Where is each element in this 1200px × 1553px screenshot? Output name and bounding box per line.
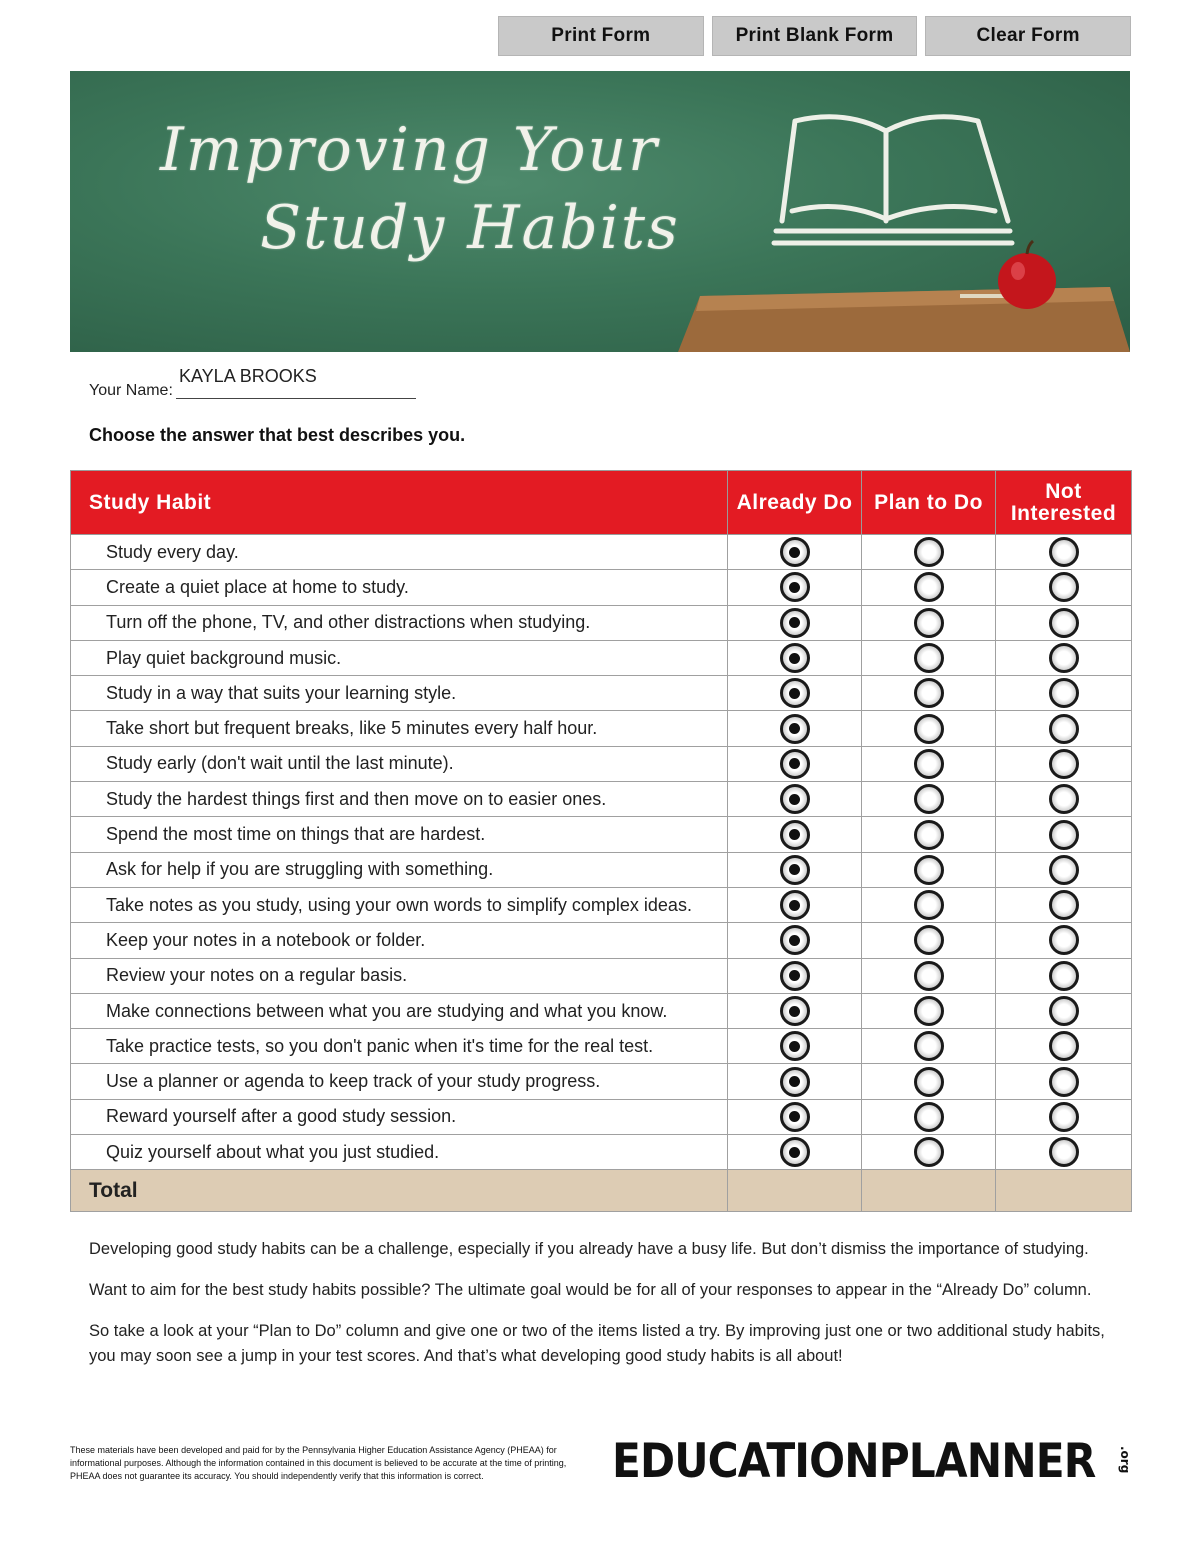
table-row xyxy=(71,1064,1132,1099)
table-row xyxy=(71,852,1132,887)
table-row xyxy=(71,746,1132,781)
plan-to-do-radio[interactable] xyxy=(914,1102,944,1132)
print-form-button[interactable]: Print Form xyxy=(498,16,704,56)
habit-text: Take short but frequent breaks, like 5 minutes every half hour. xyxy=(71,711,728,746)
not-interested-cell xyxy=(996,1135,1132,1170)
plan-to-do-cell xyxy=(862,605,996,640)
table-row xyxy=(71,535,1132,570)
table-row xyxy=(71,887,1132,922)
not-interested-cell xyxy=(996,1099,1132,1134)
total-label: Total xyxy=(71,1170,728,1212)
plan-to-do-radio[interactable] xyxy=(914,890,944,920)
total-not-interested xyxy=(996,1170,1132,1212)
already-do-radio[interactable] xyxy=(780,890,810,920)
table-row xyxy=(71,923,1132,958)
habit-text: Turn off the phone, TV, and other distractions when studying. xyxy=(71,605,728,640)
already-do-radio[interactable] xyxy=(780,784,810,814)
not-interested-radio[interactable] xyxy=(1049,1031,1079,1061)
already-do-cell xyxy=(728,923,862,958)
not-interested-cell xyxy=(996,817,1132,852)
habit-text: Ask for help if you are struggling with something. xyxy=(71,852,728,887)
not-interested-radio[interactable] xyxy=(1049,537,1079,567)
instruction-text: Choose the answer that best describes you. xyxy=(89,425,466,445)
educationplanner-logo xyxy=(612,1426,1152,1492)
table-row xyxy=(71,570,1132,605)
plan-to-do-cell xyxy=(862,958,996,993)
not-interested-radio[interactable] xyxy=(1049,572,1079,602)
total-row xyxy=(71,1170,1132,1212)
not-interested-cell xyxy=(996,535,1132,570)
habit-text: Keep your notes in a notebook or folder. xyxy=(71,923,728,958)
plan-to-do-radio[interactable] xyxy=(914,820,944,850)
header-not-interested: Not Interested xyxy=(996,471,1132,535)
paragraph-2: Want to aim for the best study habits possible? The ultimate goal would be for all of your responses to appear in the “Already Do” column. xyxy=(89,1281,1092,1299)
plan-to-do-cell xyxy=(862,1135,996,1170)
already-do-radio[interactable] xyxy=(780,572,810,602)
plan-to-do-cell xyxy=(862,535,996,570)
already-do-radio[interactable] xyxy=(780,855,810,885)
logo-text: EDUCATIONPLANNER xyxy=(612,1434,1096,1489)
plan-to-do-cell xyxy=(862,1099,996,1134)
logo-suffix: .org xyxy=(1118,1446,1132,1474)
not-interested-radio[interactable] xyxy=(1049,855,1079,885)
already-do-cell xyxy=(728,605,862,640)
already-do-cell xyxy=(728,887,862,922)
plan-to-do-cell xyxy=(862,993,996,1028)
already-do-radio[interactable] xyxy=(780,608,810,638)
already-do-radio[interactable] xyxy=(780,925,810,955)
header-plan-to-do: Plan to Do xyxy=(862,471,996,535)
already-do-cell xyxy=(728,711,862,746)
already-do-cell xyxy=(728,570,862,605)
not-interested-cell xyxy=(996,640,1132,675)
habit-text: Take notes as you study, using your own words to simplify complex ideas. xyxy=(71,887,728,922)
table-header-row xyxy=(71,471,1132,535)
not-interested-cell xyxy=(996,570,1132,605)
already-do-radio[interactable] xyxy=(780,961,810,991)
chalkboard-banner xyxy=(70,71,1130,352)
banner-title-line2: Study Habits xyxy=(260,193,680,263)
table-row xyxy=(71,782,1132,817)
paragraph-1: Developing good study habits can be a challenge, especially if you already have a busy life. But don’t dismiss the importance of studying. xyxy=(89,1240,1089,1258)
not-interested-cell xyxy=(996,1064,1132,1099)
habit-text: Create a quiet place at home to study. xyxy=(71,570,728,605)
not-interested-cell xyxy=(996,923,1132,958)
plan-to-do-cell xyxy=(862,852,996,887)
plan-to-do-radio[interactable] xyxy=(914,1137,944,1167)
table-row xyxy=(71,1135,1132,1170)
plan-to-do-cell xyxy=(862,711,996,746)
not-interested-radio[interactable] xyxy=(1049,1102,1079,1132)
plan-to-do-radio[interactable] xyxy=(914,537,944,567)
already-do-cell xyxy=(728,852,862,887)
plan-to-do-cell xyxy=(862,640,996,675)
already-do-radio[interactable] xyxy=(780,1137,810,1167)
already-do-cell xyxy=(728,535,862,570)
plan-to-do-radio[interactable] xyxy=(914,996,944,1026)
banner-title xyxy=(160,111,680,267)
not-interested-radio[interactable] xyxy=(1049,925,1079,955)
book-icon xyxy=(774,117,1012,243)
table-row xyxy=(71,711,1132,746)
plan-to-do-cell xyxy=(862,676,996,711)
habit-text: Review your notes on a regular basis. xyxy=(71,958,728,993)
already-do-cell xyxy=(728,746,862,781)
table-row xyxy=(71,817,1132,852)
already-do-cell xyxy=(728,640,862,675)
plan-to-do-radio[interactable] xyxy=(914,608,944,638)
table-body xyxy=(71,535,1132,1170)
table-row xyxy=(71,1029,1132,1064)
not-interested-radio[interactable] xyxy=(1049,996,1079,1026)
not-interested-radio[interactable] xyxy=(1049,643,1079,673)
not-interested-cell xyxy=(996,993,1132,1028)
already-do-radio[interactable] xyxy=(780,1102,810,1132)
not-interested-cell xyxy=(996,676,1132,711)
already-do-cell xyxy=(728,1135,862,1170)
not-interested-radio[interactable] xyxy=(1049,1067,1079,1097)
table-row xyxy=(71,958,1132,993)
already-do-cell xyxy=(728,1029,862,1064)
not-interested-cell xyxy=(996,887,1132,922)
plan-to-do-cell xyxy=(862,570,996,605)
disclaimer-text: These materials have been developed and paid for by the Pennsylvania Higher Education Assistance Agency (PHEAA) for informational purposes. Although the information contained in this document is believed to be accurate at the time of printing, PHEAA does not guarantee its accuracy. You should independently verify that this information is correct. xyxy=(70,1445,567,1481)
not-interested-radio[interactable] xyxy=(1049,749,1079,779)
name-underline xyxy=(176,398,416,399)
already-do-radio[interactable] xyxy=(780,996,810,1026)
already-do-radio[interactable] xyxy=(780,1031,810,1061)
plan-to-do-radio[interactable] xyxy=(914,1031,944,1061)
apple-icon xyxy=(998,241,1056,309)
already-do-radio[interactable] xyxy=(780,714,810,744)
plan-to-do-radio[interactable] xyxy=(914,855,944,885)
not-interested-radio[interactable] xyxy=(1049,961,1079,991)
not-interested-cell xyxy=(996,746,1132,781)
plan-to-do-radio[interactable] xyxy=(914,572,944,602)
habit-text: Play quiet background music. xyxy=(71,640,728,675)
table-row xyxy=(71,993,1132,1028)
habit-text: Study in a way that suits your learning style. xyxy=(71,676,728,711)
not-interested-cell xyxy=(996,852,1132,887)
plan-to-do-radio[interactable] xyxy=(914,749,944,779)
banner-title-line1: Improving Your xyxy=(160,115,659,185)
print-blank-form-button[interactable]: Print Blank Form xyxy=(712,16,918,56)
plan-to-do-cell xyxy=(862,923,996,958)
not-interested-radio[interactable] xyxy=(1049,784,1079,814)
habit-text: Make connections between what you are studying and what you know. xyxy=(71,993,728,1028)
plan-to-do-cell xyxy=(862,1029,996,1064)
not-interested-cell xyxy=(996,782,1132,817)
study-habits-table xyxy=(70,470,1132,1212)
plan-to-do-radio[interactable] xyxy=(914,1067,944,1097)
already-do-radio[interactable] xyxy=(780,1067,810,1097)
name-label: Your Name: xyxy=(89,382,173,399)
habit-text: Study every day. xyxy=(71,535,728,570)
plan-to-do-radio[interactable] xyxy=(914,678,944,708)
not-interested-cell xyxy=(996,958,1132,993)
plan-to-do-radio[interactable] xyxy=(914,925,944,955)
already-do-cell xyxy=(728,817,862,852)
already-do-cell xyxy=(728,1099,862,1134)
not-interested-radio[interactable] xyxy=(1049,608,1079,638)
table-row xyxy=(71,1099,1132,1134)
table-row xyxy=(71,676,1132,711)
already-do-radio[interactable] xyxy=(780,820,810,850)
habit-text: Spend the most time on things that are hardest. xyxy=(71,817,728,852)
plan-to-do-cell xyxy=(862,887,996,922)
plan-to-do-cell xyxy=(862,817,996,852)
toolbar xyxy=(498,16,1131,56)
not-interested-cell xyxy=(996,1029,1132,1064)
plan-to-do-cell xyxy=(862,746,996,781)
already-do-cell xyxy=(728,1064,862,1099)
not-interested-radio[interactable] xyxy=(1049,890,1079,920)
name-input[interactable]: KAYLA BROOKS xyxy=(179,366,317,386)
already-do-radio[interactable] xyxy=(780,678,810,708)
header-study-habit: Study Habit xyxy=(71,471,728,535)
plan-to-do-cell xyxy=(862,782,996,817)
habit-text: Take practice tests, so you don't panic when it's time for the real test. xyxy=(71,1029,728,1064)
already-do-radio[interactable] xyxy=(780,537,810,567)
not-interested-cell xyxy=(996,711,1132,746)
habit-text: Study the hardest things first and then move on to easier ones. xyxy=(71,782,728,817)
already-do-cell xyxy=(728,676,862,711)
not-interested-cell xyxy=(996,605,1132,640)
table-row xyxy=(71,640,1132,675)
total-plan-to-do xyxy=(862,1170,996,1212)
not-interested-radio[interactable] xyxy=(1049,678,1079,708)
already-do-cell xyxy=(728,782,862,817)
plan-to-do-radio[interactable] xyxy=(914,643,944,673)
habit-text: Use a planner or agenda to keep track of your study progress. xyxy=(71,1064,728,1099)
plan-to-do-cell xyxy=(862,1064,996,1099)
table-row xyxy=(71,605,1132,640)
already-do-radio[interactable] xyxy=(780,749,810,779)
plan-to-do-radio[interactable] xyxy=(914,961,944,991)
habit-text: Quiz yourself about what you just studied. xyxy=(71,1135,728,1170)
header-already-do: Already Do xyxy=(728,471,862,535)
habit-text: Study early (don't wait until the last minute). xyxy=(71,746,728,781)
already-do-cell xyxy=(728,958,862,993)
already-do-cell xyxy=(728,993,862,1028)
total-already-do xyxy=(728,1170,862,1212)
not-interested-radio[interactable] xyxy=(1049,714,1079,744)
plan-to-do-radio[interactable] xyxy=(914,784,944,814)
paragraph-3: So take a look at your “Plan to Do” column and give one or two of the items listed a try. By improving just one or two additional study habits, you may soon see a jump in your test scores. And that’s what developing good study habits is all about! xyxy=(89,1322,1105,1365)
plan-to-do-radio[interactable] xyxy=(914,714,944,744)
already-do-radio[interactable] xyxy=(780,643,810,673)
not-interested-radio[interactable] xyxy=(1049,820,1079,850)
clear-form-button[interactable]: Clear Form xyxy=(925,16,1131,56)
habit-text: Reward yourself after a good study session. xyxy=(71,1099,728,1134)
not-interested-radio[interactable] xyxy=(1049,1137,1079,1167)
